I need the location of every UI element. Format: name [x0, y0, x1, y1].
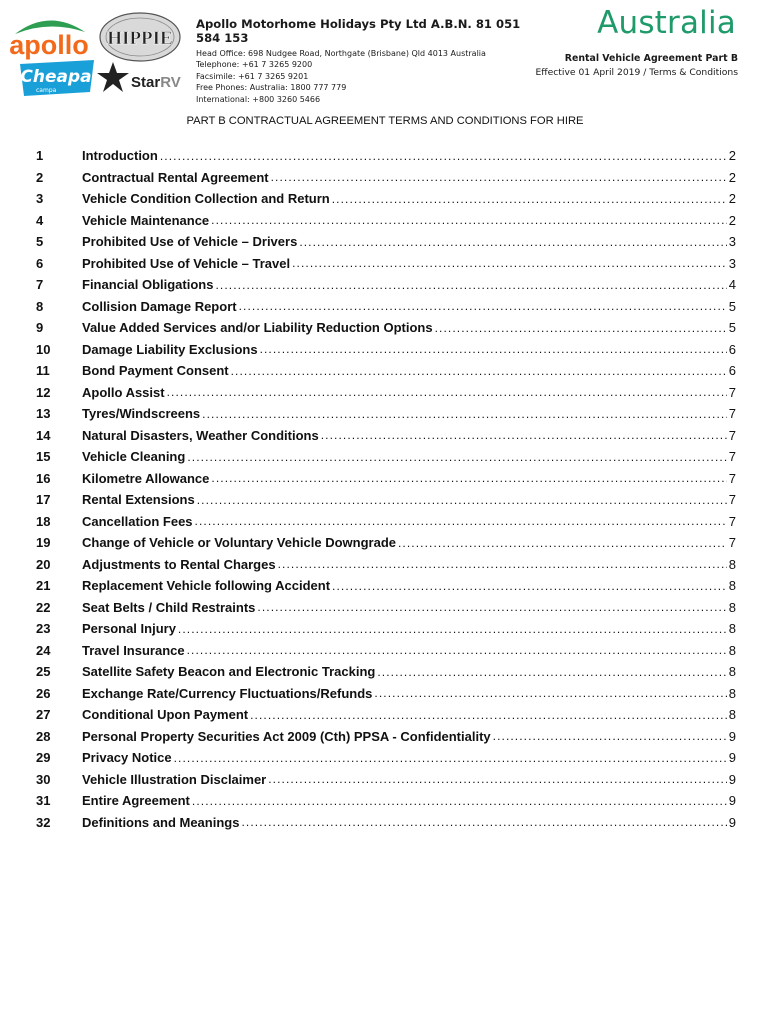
toc-entry-number: 31 — [36, 793, 51, 809]
toc-entry-page: 6 — [728, 341, 736, 357]
toc-entry-title[interactable]: Prohibited Use of Vehicle – Drivers — [82, 234, 298, 250]
toc-entry-number: 27 — [36, 707, 51, 723]
toc-entry-number: 1 — [36, 148, 44, 164]
toc-entry[interactable] — [36, 532, 736, 554]
toc-entry-title[interactable]: Personal Property Securities Act 2009 (Cth) PPSA - Confidentiality — [82, 728, 491, 744]
toc-dot-leader — [299, 235, 726, 249]
toc-entry-page: 7 — [728, 384, 736, 400]
toc-entry[interactable] — [36, 726, 736, 748]
toc-dot-leader — [239, 299, 727, 313]
toc-dot-leader — [292, 256, 727, 270]
cheapa-logo — [16, 58, 98, 98]
toc-dot-leader — [268, 772, 727, 786]
table-of-contents — [36, 145, 736, 833]
toc-entry[interactable] — [36, 790, 736, 812]
toc-entry[interactable] — [36, 145, 736, 167]
toc-dot-leader — [187, 643, 727, 657]
toc-entry-title[interactable]: Vehicle Maintenance — [82, 212, 210, 228]
toc-entry-page: 8 — [728, 578, 736, 594]
toc-entry-title[interactable]: Value Added Services and/or Liability Reduction Options — [82, 320, 433, 336]
svg-text:StarRV: StarRV — [131, 74, 181, 91]
toc-entry-title[interactable]: Contractual Rental Agreement — [82, 169, 269, 185]
toc-entry-number: 13 — [36, 406, 51, 422]
toc-entry[interactable] — [36, 661, 736, 683]
toc-entry-page: 2 — [728, 169, 736, 185]
toc-dot-leader — [257, 600, 726, 614]
toc-dot-leader — [195, 514, 727, 528]
toc-entry-title[interactable]: Prohibited Use of Vehicle – Travel — [82, 255, 291, 271]
facsimile: Facsimile: +61 7 3265 9201 — [196, 71, 309, 81]
toc-entry-number: 8 — [36, 298, 44, 314]
toc-dot-leader — [241, 815, 726, 829]
toc-entry-title[interactable]: Travel Insurance — [82, 642, 185, 658]
toc-entry-page: 2 — [728, 148, 736, 164]
toc-entry[interactable] — [36, 511, 736, 533]
toc-entry-number: 7 — [36, 277, 44, 293]
toc-entry-title[interactable]: Definitions and Meanings — [82, 814, 240, 830]
toc-dot-leader — [250, 708, 727, 722]
toc-entry[interactable] — [36, 231, 736, 253]
toc-entry-title[interactable]: Vehicle Cleaning — [82, 449, 186, 465]
toc-entry[interactable] — [36, 274, 736, 296]
toc-dot-leader — [332, 192, 727, 206]
toc-dot-leader — [231, 364, 727, 378]
toc-dot-leader — [160, 149, 727, 163]
toc-entry-number: 14 — [36, 427, 51, 443]
toc-dot-leader — [211, 213, 727, 227]
toc-entry-page: 3 — [728, 255, 736, 271]
toc-entry-page: 8 — [728, 599, 736, 615]
toc-dot-leader — [215, 278, 726, 292]
toc-entry[interactable] — [36, 812, 736, 834]
toc-entry-title[interactable]: Seat Belts / Child Restraints — [82, 599, 256, 615]
toc-entry-page: 9 — [728, 728, 736, 744]
toc-entry-title[interactable]: Vehicle Illustration Disclaimer — [82, 771, 267, 787]
toc-entry[interactable] — [36, 640, 736, 662]
toc-entry-title[interactable]: Introduction — [82, 148, 158, 164]
toc-entry[interactable] — [36, 425, 736, 447]
toc-dot-leader — [187, 450, 726, 464]
toc-entry[interactable] — [36, 575, 736, 597]
toc-entry[interactable] — [36, 468, 736, 490]
toc-entry[interactable] — [36, 188, 736, 210]
toc-dot-leader — [377, 665, 726, 679]
toc-entry-page: 5 — [728, 298, 736, 314]
toc-entry[interactable] — [36, 253, 736, 275]
toc-entry-title[interactable]: Privacy Notice — [82, 750, 172, 766]
toc-dot-leader — [278, 557, 727, 571]
toc-entry[interactable] — [36, 296, 736, 318]
toc-entry-title[interactable]: Apollo Assist — [82, 384, 165, 400]
svg-text:HIPPIE: HIPPIE — [107, 28, 173, 49]
toc-dot-leader — [202, 407, 727, 421]
toc-entry-title[interactable]: Entire Agreement — [82, 793, 190, 809]
toc-entry-page: 2 — [728, 191, 736, 207]
toc-entry-number: 23 — [36, 621, 51, 637]
toc-entry-page: 5 — [728, 320, 736, 336]
toc-entry-page: 7 — [728, 535, 736, 551]
toc-entry-page: 7 — [728, 492, 736, 508]
toc-entry-number: 18 — [36, 513, 51, 529]
toc-entry-title[interactable]: Rental Extensions — [82, 492, 195, 508]
toc-entry-number: 6 — [36, 255, 44, 271]
toc-entry-number: 2 — [36, 169, 44, 185]
toc-entry[interactable] — [36, 210, 736, 232]
toc-entry[interactable] — [36, 489, 736, 511]
toc-entry-title[interactable]: Kilometre Allowance — [82, 470, 210, 486]
company-name: Apollo Motorhome Holidays Pty Ltd A.B.N. 81 051 584 153 — [196, 17, 521, 45]
toc-entry[interactable] — [36, 446, 736, 468]
toc-dot-leader — [398, 536, 727, 550]
toc-entry-number: 5 — [36, 234, 44, 250]
toc-entry-number: 3 — [36, 191, 44, 207]
agreement-subtitle: Effective 01 April 2019 / Terms & Conditions — [535, 67, 738, 78]
toc-entry[interactable] — [36, 382, 736, 404]
toc-entry-number: 28 — [36, 728, 51, 744]
free-phones: Free Phones: Australia: 1800 777 779 — [196, 83, 347, 93]
toc-entry-page: 8 — [728, 621, 736, 637]
toc-dot-leader — [260, 342, 727, 356]
international-phone: International: +800 3260 5466 — [196, 94, 321, 104]
toc-entry-page: 8 — [728, 685, 736, 701]
toc-entry-page: 6 — [728, 363, 736, 379]
company-details — [196, 17, 536, 105]
toc-entry[interactable] — [36, 360, 736, 382]
toc-entry[interactable] — [36, 403, 736, 425]
toc-dot-leader — [197, 493, 727, 507]
toc-entry-page: 7 — [728, 406, 736, 422]
starrv-logo — [97, 60, 183, 98]
toc-entry-title[interactable]: Adjustments to Rental Charges — [82, 556, 276, 572]
toc-entry-number: 11 — [36, 363, 50, 379]
svg-text:campa: campa — [36, 87, 57, 94]
toc-entry-page: 7 — [728, 470, 736, 486]
toc-entry-title[interactable]: Natural Disasters, Weather Conditions — [82, 427, 319, 443]
toc-entry-number: 30 — [36, 771, 51, 787]
hippie-logo — [97, 10, 183, 64]
toc-entry[interactable] — [36, 554, 736, 576]
country-title: Australia — [597, 5, 736, 41]
toc-entry-number: 10 — [36, 341, 51, 357]
agreement-title: Rental Vehicle Agreement Part B — [564, 53, 738, 64]
toc-entry[interactable] — [36, 747, 736, 769]
toc-entry-page: 7 — [728, 449, 736, 465]
toc-entry-number: 12 — [36, 384, 51, 400]
toc-entry-title[interactable]: Bond Payment Consent — [82, 363, 229, 379]
toc-dot-leader — [321, 428, 727, 442]
toc-entry-title[interactable]: Financial Obligations — [82, 277, 214, 293]
toc-entry-title[interactable]: Exchange Rate/Currency Fluctuations/Refunds — [82, 685, 373, 701]
toc-entry-number: 17 — [36, 492, 51, 508]
toc-entry-page: 2 — [728, 212, 736, 228]
toc-entry[interactable] — [36, 683, 736, 705]
apollo-logo — [9, 14, 89, 60]
toc-entry-title[interactable]: Conditional Upon Payment — [82, 707, 249, 723]
head-office-address: Head Office: 698 Nudgee Road, Northgate (Brisbane) Qld 4013 Australia — [196, 49, 486, 58]
toc-entry-page: 7 — [728, 513, 736, 529]
toc-entry-page: 9 — [728, 771, 736, 787]
toc-entry-title[interactable]: Personal Injury — [82, 621, 176, 637]
toc-entry-title[interactable]: Damage Liability Exclusions — [82, 341, 258, 357]
toc-entry-page: 8 — [728, 707, 736, 723]
toc-entry-number: 29 — [36, 750, 51, 766]
toc-entry-page: 4 — [728, 277, 736, 293]
toc-entry-title[interactable]: Tyres/Windscreens — [82, 406, 201, 422]
toc-entry-page: 8 — [728, 556, 736, 572]
toc-dot-leader — [174, 751, 727, 765]
part-heading: PART B CONTRACTUAL AGREEMENT TERMS AND CONDITIONS FOR HIRE — [186, 115, 584, 127]
svg-text:apollo: apollo — [9, 30, 89, 60]
toc-entry-title[interactable]: Cancellation Fees — [82, 513, 193, 529]
toc-dot-leader — [211, 471, 726, 485]
toc-entry-number: 16 — [36, 470, 51, 486]
toc-dot-leader — [192, 794, 727, 808]
toc-entry[interactable] — [36, 769, 736, 791]
toc-entry-number: 32 — [36, 814, 51, 830]
toc-dot-leader — [493, 729, 727, 743]
toc-entry-number: 20 — [36, 556, 51, 572]
toc-entry-page: 9 — [728, 750, 736, 766]
toc-entry-page: 3 — [728, 234, 736, 250]
toc-entry[interactable] — [36, 167, 736, 189]
toc-dot-leader — [271, 170, 727, 184]
toc-entry-number: 15 — [36, 449, 51, 465]
toc-dot-leader — [332, 579, 727, 593]
toc-entry-number: 9 — [36, 320, 44, 336]
toc-dot-leader — [167, 385, 727, 399]
toc-entry[interactable] — [36, 618, 736, 640]
toc-entry-number: 19 — [36, 535, 51, 551]
toc-entry[interactable] — [36, 317, 736, 339]
toc-entry-number: 4 — [36, 212, 44, 228]
toc-entry-title[interactable]: Collision Damage Report — [82, 298, 237, 314]
toc-entry-page: 9 — [728, 814, 736, 830]
toc-dot-leader — [435, 321, 727, 335]
toc-entry-number: 21 — [36, 578, 51, 594]
toc-entry-page: 8 — [728, 642, 736, 658]
toc-entry[interactable] — [36, 704, 736, 726]
toc-entry-page: 7 — [728, 427, 736, 443]
toc-entry-title[interactable]: Vehicle Condition Collection and Return — [82, 191, 330, 207]
toc-entry-number: 24 — [36, 642, 51, 658]
toc-dot-leader — [178, 622, 727, 636]
toc-entry-number: 22 — [36, 599, 51, 615]
toc-entry-page: 9 — [728, 793, 736, 809]
toc-dot-leader — [374, 686, 726, 700]
telephone: Telephone: +61 7 3265 9200 — [196, 60, 313, 70]
toc-entry-page: 8 — [728, 664, 736, 680]
toc-entry-title[interactable]: Replacement Vehicle following Accident — [82, 578, 331, 594]
toc-entry[interactable] — [36, 597, 736, 619]
toc-entry[interactable] — [36, 339, 736, 361]
toc-entry-title[interactable]: Change of Vehicle or Voluntary Vehicle Downgrade — [82, 535, 396, 551]
svg-text:Cheapa: Cheapa — [20, 67, 92, 87]
toc-entry-number: 26 — [36, 685, 51, 701]
toc-entry-title[interactable]: Satellite Safety Beacon and Electronic Tracking — [82, 664, 376, 680]
toc-entry-number: 25 — [36, 664, 51, 680]
